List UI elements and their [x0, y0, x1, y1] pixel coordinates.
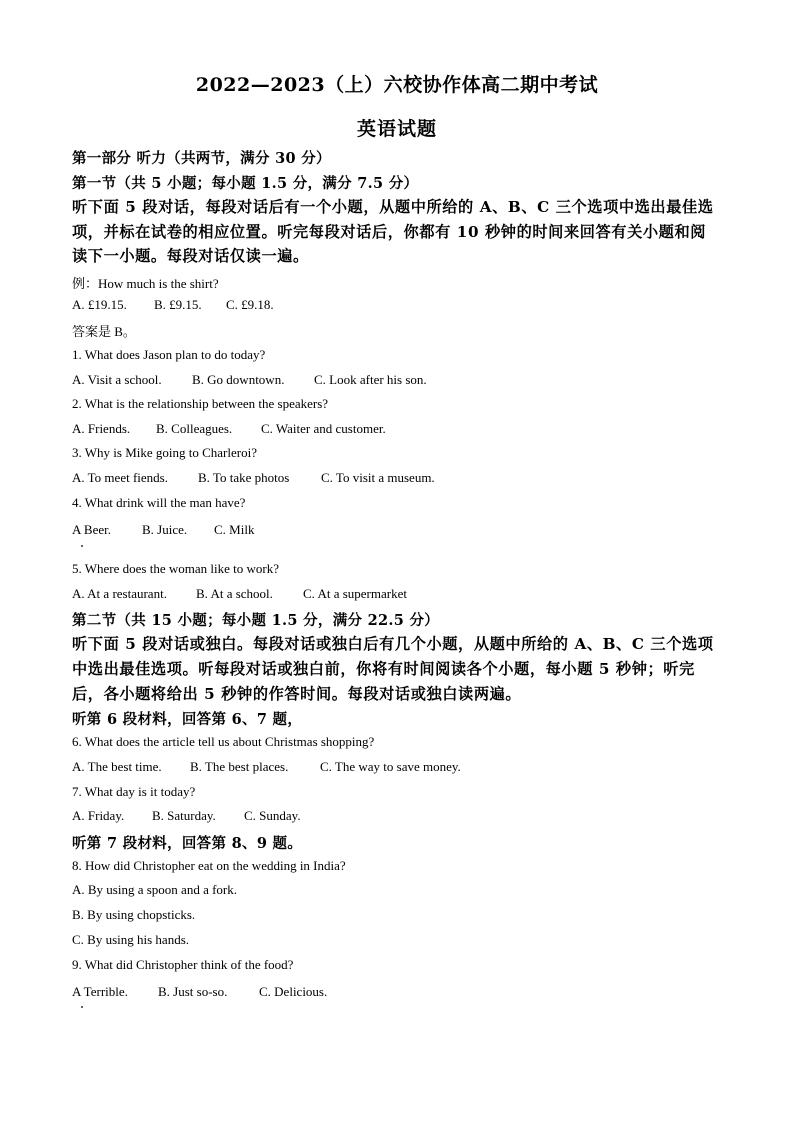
option: A. At a restaurant. — [72, 586, 167, 601]
section1-instruction-line: 读下一小题。每段对话仅读一遍。 — [72, 247, 309, 265]
question-text: 5. Where does the woman like to work? — [72, 561, 279, 576]
question-text: 1. What does Jason plan to do today? — [72, 347, 266, 362]
option: B. Saturday. — [152, 808, 216, 823]
question-text: 8. How did Christopher eat on the wedding in India? — [72, 858, 346, 873]
question-options — [72, 372, 427, 388]
question-text: 6. What does the article tell us about Christmas shopping? — [72, 734, 375, 749]
option: B. To take photos — [198, 470, 290, 485]
option: C. By using his hands. — [72, 932, 190, 947]
option: C. Milk — [214, 522, 255, 537]
material-6-heading: 听第 6 段材料，回答第 6、7 题， — [72, 711, 303, 728]
option: A. Visit a school. — [72, 372, 162, 387]
option: A. Friends. — [72, 421, 131, 436]
option: A Beer. — [72, 522, 111, 537]
question-text: 7. What day is it today? — [72, 784, 196, 799]
option: C. Look after his son. — [314, 372, 427, 387]
section1-instruction-line: 听下面 5 段对话，每段对话后有一个小题，从题中所给的 A、B、C 三个选项中选出最佳选 — [72, 198, 714, 216]
section2-instruction-line: 中选出最佳选项。听每段对话或独白前，你将有时间阅读各个小题，每小题 5 秒钟；听完 — [72, 660, 695, 678]
question-text: 9. What did Christopher think of the food? — [72, 957, 294, 972]
option: B. The best places. — [190, 759, 289, 774]
option: A. The best time. — [72, 759, 162, 774]
question-text: 4. What drink will the man have? — [72, 495, 246, 510]
option: C. Waiter and customer. — [261, 421, 386, 436]
option: C. To visit a museum. — [321, 470, 435, 485]
option: B. £9.15. — [154, 297, 202, 312]
option: C. Sunday. — [244, 808, 301, 823]
option: A. £19.15. — [72, 297, 127, 312]
section1-instruction-line: 项，并标在试卷的相应位置。听完每段对话后，你都有 10 秒钟的时间来回答有关小题和阅 — [72, 223, 707, 241]
option: B. Juice. — [142, 522, 188, 537]
example-question: 例：How much is the shirt? — [72, 276, 219, 291]
stray-mark — [81, 1006, 83, 1008]
option: C. Delicious. — [259, 984, 328, 999]
section2-instruction-line: 后，各小题将给出 5 秒钟的作答时间。每段对话或独白读两遍。 — [72, 685, 522, 703]
exam-subtitle: 英语试题 — [356, 118, 437, 140]
question-options — [72, 808, 301, 824]
option: A Terrible. — [72, 984, 128, 999]
stray-mark — [81, 545, 83, 547]
question-options — [72, 522, 254, 538]
option: B. Colleagues. — [156, 421, 233, 436]
section2-instruction-line: 听下面 5 段对话或独白。每段对话或独白后有几个小题，从题中所给的 A、B、C 三个选项 — [72, 635, 714, 653]
question-options — [72, 759, 461, 775]
option: C. At a supermarket — [303, 586, 407, 601]
question-text: 2. What is the relationship between the speakers? — [72, 396, 329, 411]
option: B. At a school. — [196, 586, 273, 601]
question-options — [72, 421, 386, 437]
part1-heading: 第一部分 听力（共两节，满分 30 分） — [72, 150, 331, 167]
option: C. £9.18. — [226, 297, 274, 312]
option: C. The way to save money. — [320, 759, 461, 774]
option: A. By using a spoon and a fork. — [72, 882, 238, 897]
question-options — [72, 984, 327, 1000]
question-text: 3. Why is Mike going to Charleroi? — [72, 445, 257, 460]
exam-title: 2022—2023（上）六校协作体高二期中考试 — [195, 74, 599, 96]
example-options — [72, 297, 274, 313]
question-options — [72, 586, 407, 602]
section2-heading: 第二节（共 15 小题；每小题 1.5 分，满分 22.5 分） — [72, 612, 440, 629]
option: A. To meet fiends. — [72, 470, 168, 485]
question-options — [72, 470, 435, 486]
material-7-heading: 听第 7 段材料，回答第 8、9 题。 — [72, 835, 303, 852]
option: B. Just so-so. — [158, 984, 228, 999]
example-answer: 答案是 B。 — [72, 324, 136, 339]
option: A. Friday. — [72, 808, 125, 823]
option: B. By using chopsticks. — [72, 907, 196, 922]
section1-heading: 第一节（共 5 小题；每小题 1.5 分，满分 7.5 分） — [72, 175, 419, 192]
option: B. Go downtown. — [192, 372, 285, 387]
